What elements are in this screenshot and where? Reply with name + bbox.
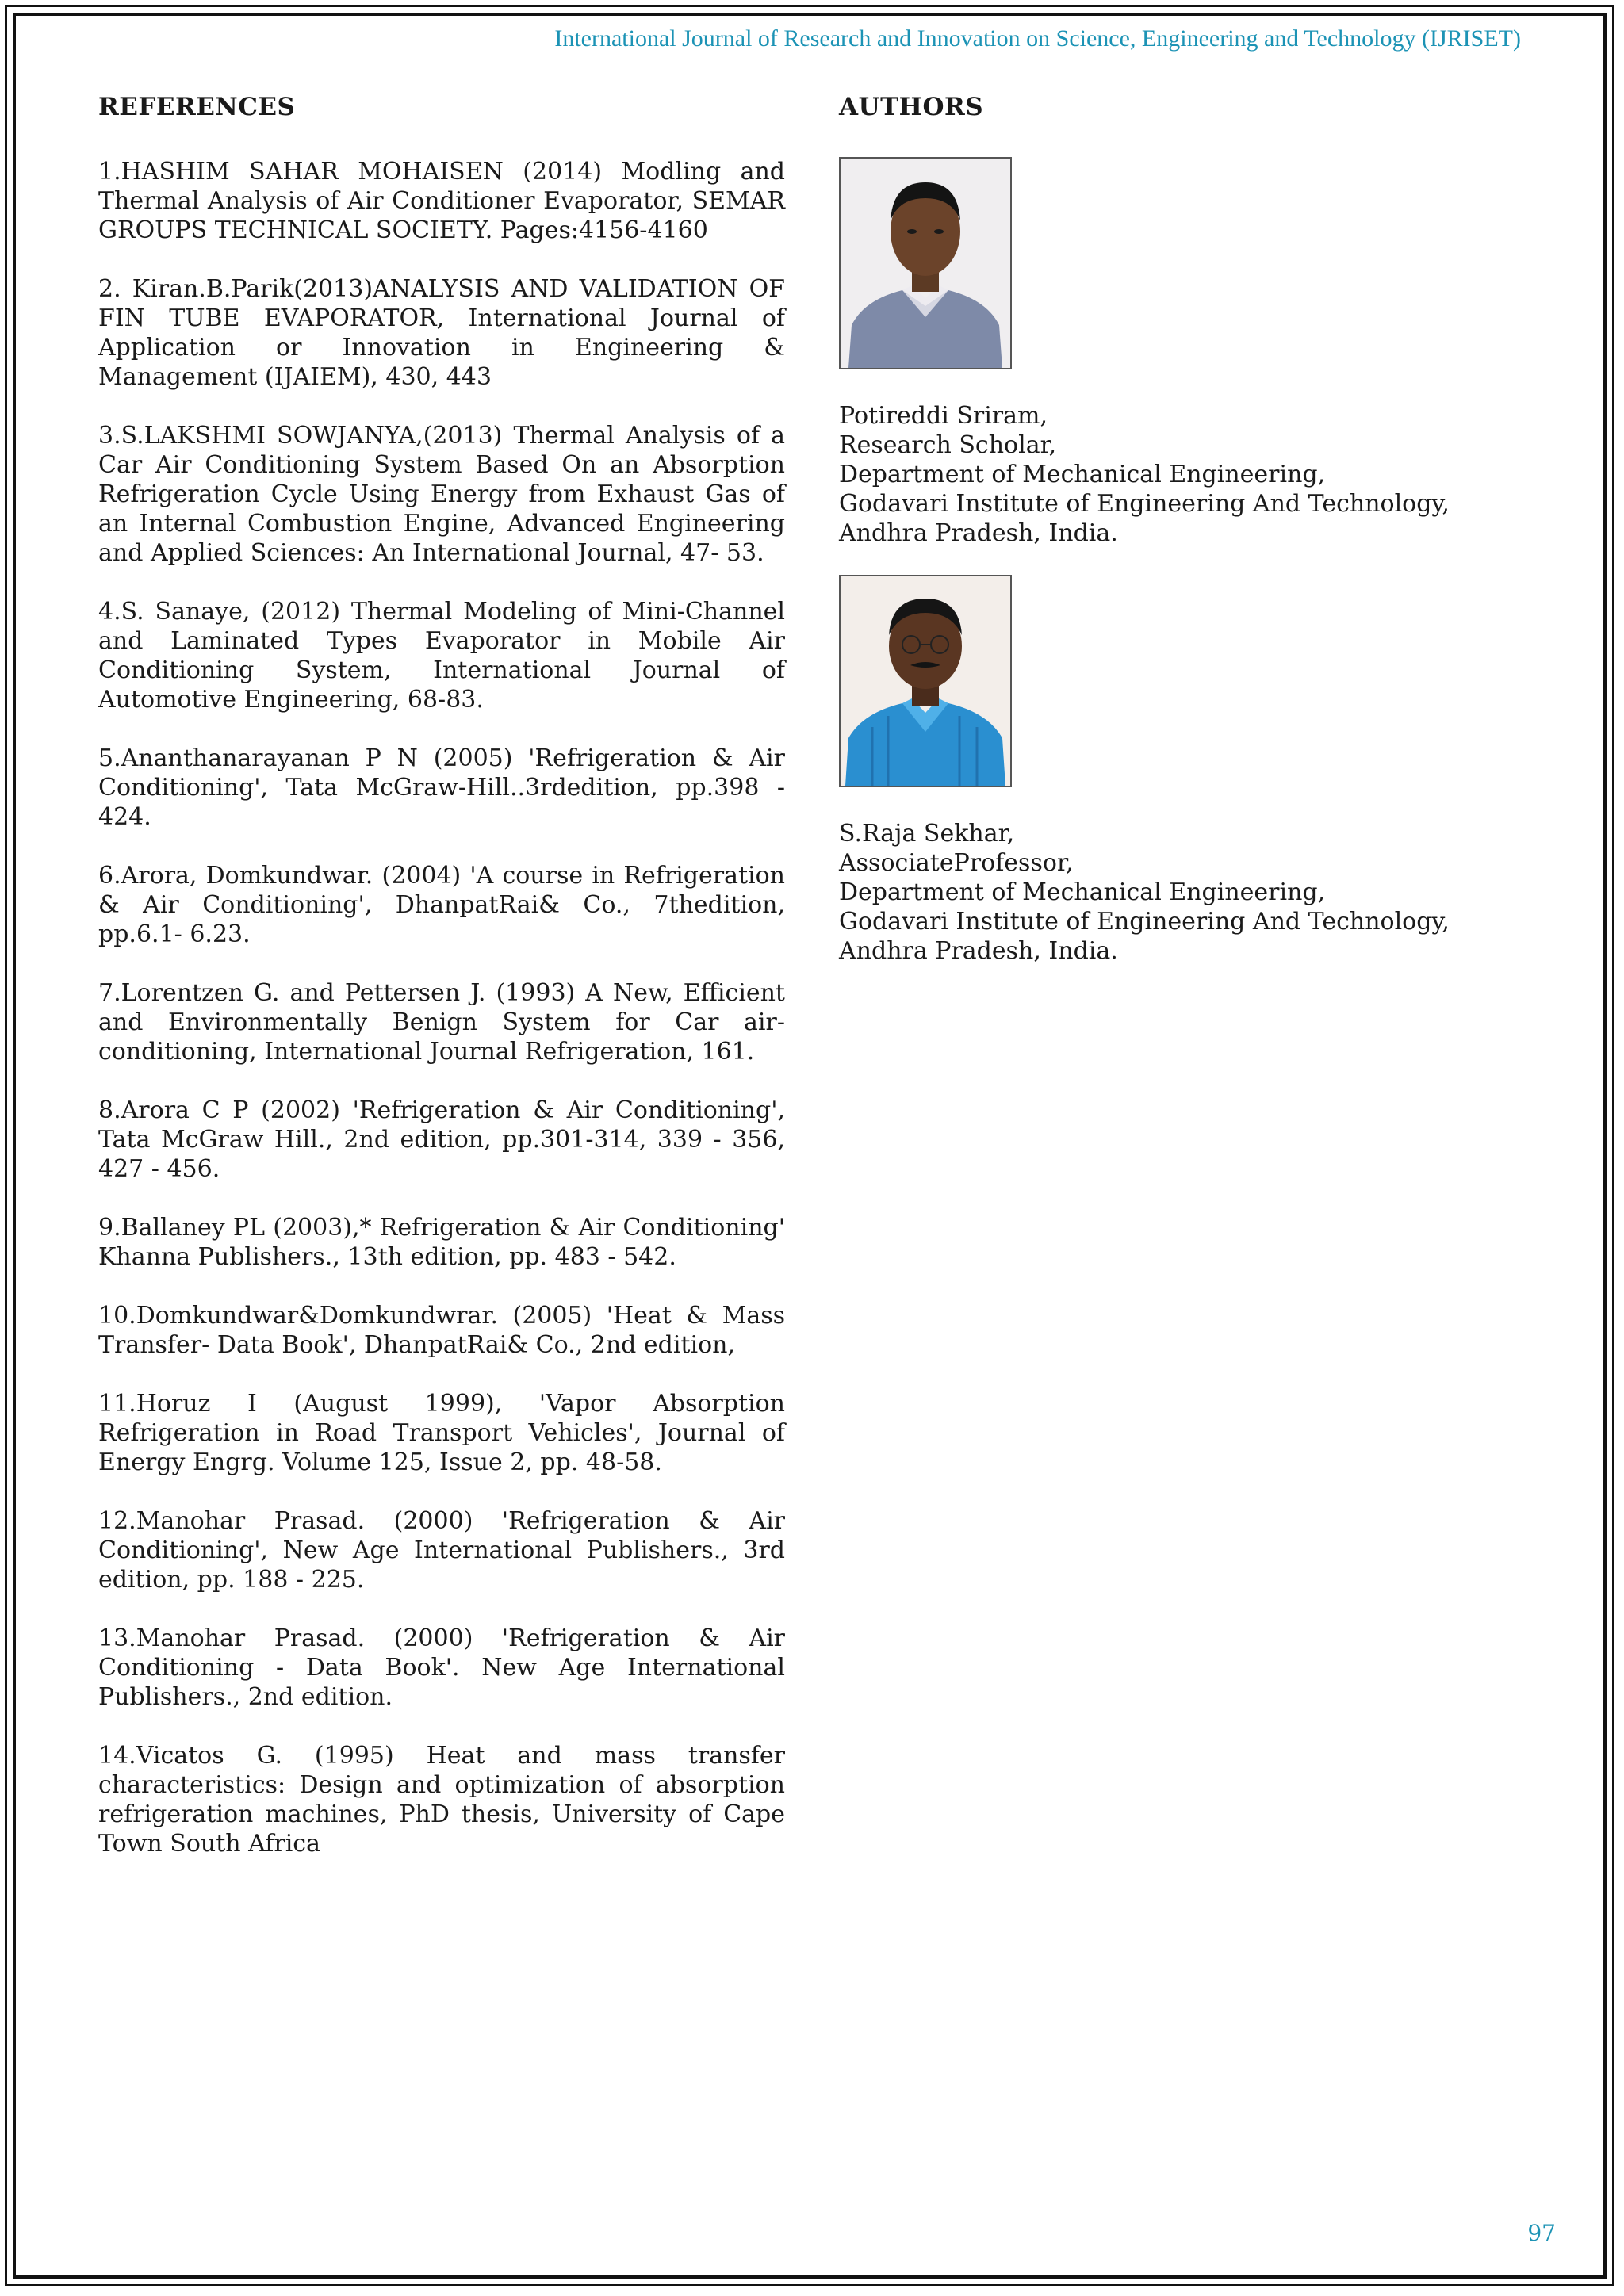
reference-item: 7.Lorentzen G. and Pettersen J. (1993) A New, Efficient and Environmentally Benign System for Car air-conditioning, International Journal Refrigeration, 161. bbox=[98, 979, 785, 1066]
author-institute: Godavari Institute of Engineering And Technology, bbox=[839, 908, 1450, 936]
author-info bbox=[839, 819, 1553, 966]
reference-item: 13.Manohar Prasad. (2000) 'Refrigeration & Air Conditioning - Data Book'. New Age International Publishers., 2nd edition. bbox=[98, 1624, 785, 1711]
reference-item: 9.Ballaney PL (2003),* Refrigeration & Air Conditioning' Khanna Publishers., 13th edition, pp. 483 - 542. bbox=[98, 1214, 785, 1271]
author-name: Potireddi Sriram, bbox=[839, 402, 1048, 430]
authors-title: AUTHORS bbox=[839, 93, 984, 121]
reference-item: 8.Arora C P (2002) 'Refrigeration & Air Conditioning', Tata McGraw Hill., 2nd edition, pp.301-314, 339 - 356, 427 - 456. bbox=[98, 1096, 785, 1183]
person-portrait-icon bbox=[841, 576, 1010, 786]
reference-item: 5.Ananthanarayanan P N (2005) 'Refrigeration & Air Conditioning', Tata McGraw-Hill..3rdedition, pp.398 - 424. bbox=[98, 744, 785, 831]
author-location: Andhra Pradesh, India. bbox=[839, 937, 1118, 965]
reference-item: 14.Vicatos G. (1995) Heat and mass transfer characteristics: Design and optimization of absorption refrigeration machines, PhD thesis, University of Cape Town South Africa bbox=[98, 1742, 785, 1858]
authors-column bbox=[839, 89, 1553, 993]
author-institute: Godavari Institute of Engineering And Technology, bbox=[839, 490, 1450, 518]
reference-item: 10.Domkundwar&Domkundwrar. (2005) 'Heat & Mass Transfer- Data Book', DhanpatRai& Co., 2nd edition, bbox=[98, 1302, 785, 1359]
reference-item: 3.S.LAKSHMI SOWJANYA,(2013) Thermal Analysis of a Car Air Conditioning System Based On an Absorption Refrigeration Cycle Using Energy from Exhaust Gas of an Internal Combustion Engine, Advanced Engineering and Applied Sciences: An International Journal, 47- 53. bbox=[98, 422, 785, 567]
author-photo bbox=[839, 157, 1012, 369]
author-role: AssociateProfessor, bbox=[839, 849, 1074, 877]
reference-item: 1.HASHIM SAHAR MOHAISEN (2014) Modling and Thermal Analysis of Air Conditioner Evaporator, SEMAR GROUPS TECHNICAL SOCIETY. Pages:4156-4160 bbox=[98, 158, 785, 244]
reference-item: 11.Horuz I (August 1999), 'Vapor Absorption Refrigeration in Road Transport Vehicles', Journal of Energy Engrg. Volume 125, Issue 2, pp. 48-58. bbox=[98, 1390, 785, 1476]
author-department: Department of Mechanical Engineering, bbox=[839, 461, 1326, 488]
person-portrait-icon bbox=[841, 159, 1010, 368]
author-info bbox=[839, 401, 1553, 548]
reference-item: 2. Kiran.B.Parik(2013)ANALYSIS AND VALIDATION OF FIN TUBE EVAPORATOR, International Journal of Application or Innovation in Engineering & Management (IJAIEM), 430, 443 bbox=[98, 275, 785, 391]
author-photo bbox=[839, 575, 1012, 787]
journal-header: International Journal of Research and Innovation on Science, Engineering and Technology (IJRISET) bbox=[554, 25, 1521, 52]
author-name: S.Raja Sekhar, bbox=[839, 820, 1015, 848]
author-location: Andhra Pradesh, India. bbox=[839, 519, 1118, 547]
reference-item: 4.S. Sanaye, (2012) Thermal Modeling of Mini-Channel and Laminated Types Evaporator in Mobile Air Conditioning System, International Journal of Automotive Engineering, 68-83. bbox=[98, 598, 785, 714]
author-role: Research Scholar, bbox=[839, 431, 1057, 459]
reference-list bbox=[98, 157, 785, 1858]
reference-item: 12.Manohar Prasad. (2000) 'Refrigeration & Air Conditioning', New Age International Publishers., 3rd edition, pp. 188 - 225. bbox=[98, 1507, 785, 1594]
page-number: 97 bbox=[1527, 2220, 1556, 2246]
author-department: Department of Mechanical Engineering, bbox=[839, 878, 1326, 906]
references-title: REFERENCES bbox=[98, 93, 296, 121]
reference-item: 6.Arora, Domkundwar. (2004) 'A course in Refrigeration & Air Conditioning', DhanpatRai& Co., 7thedition, pp.6.1- 6.23. bbox=[98, 862, 785, 948]
references-column bbox=[98, 89, 785, 1888]
